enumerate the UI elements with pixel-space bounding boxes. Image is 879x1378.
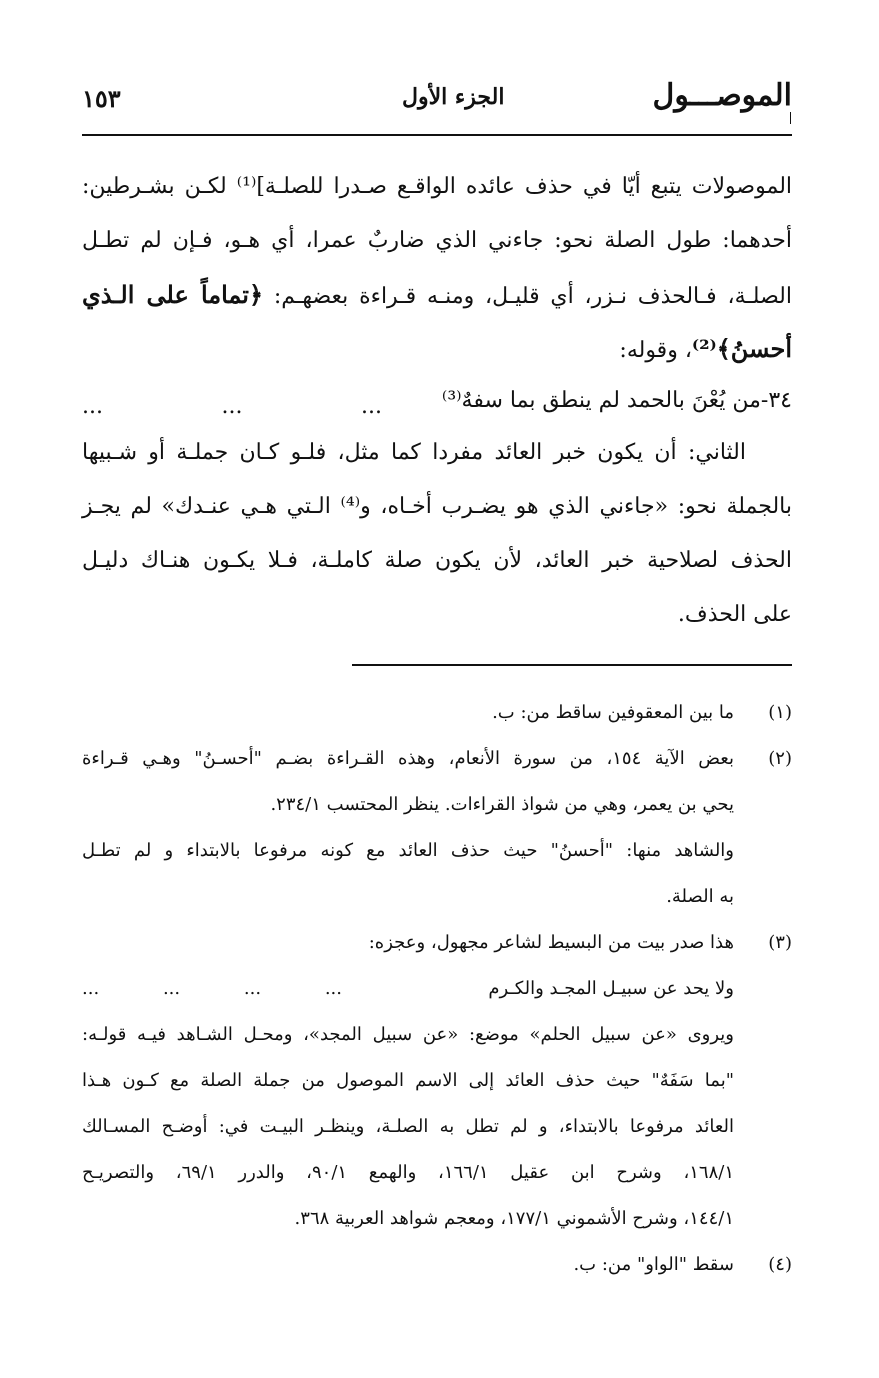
quran-quote-end: أحسنُ﴾⁽²⁾	[691, 334, 792, 363]
ellipsis: ...	[324, 978, 342, 999]
verse-second-hemistich: ولا يحد عن سبيـل المجـد والكـرم	[488, 978, 734, 999]
ellipsis: ...	[82, 394, 103, 419]
main-line: أحدهما: طول الصلة نحو: جاءني الذي ضاربٌ عمرا، أي هـو، فـإن لم تطـل	[82, 228, 792, 253]
main-line-text: ، وقوله:	[619, 338, 692, 363]
footnote-line: ويروى «عن سبيل الحلم» موضع: «عن سبيل المجد»، ومحـل الشـاهد فيـه قولـه:	[82, 1024, 734, 1045]
main-line: الموصولات يتبع أيّا في حذف عائده الواقـع صـدرا للصلـة]⁽¹⁾ لكـن بشـرطين:	[82, 174, 793, 199]
footnote-verse	[82, 966, 792, 1012]
verse-number: ٣٤-	[760, 388, 792, 413]
footnote-text: ما بين المعقوفين ساقط من: ب.	[492, 702, 734, 723]
footnote-line: يحي بن يعمر، وهي من شواذ القراءات. ينظر المحتسب ٢٣٤/١.	[270, 794, 734, 815]
running-title: الموصـــول	[652, 78, 792, 113]
footnote-text: بعض الآية ١٥٤، من سورة الأنعام، وهذه القـراءة بضـم "أحسـنُ" وهـي قـراءة	[82, 748, 734, 769]
main-line: الثاني: أن يكون خبر العائد مفردا كما مثل، فلـو كـان جملـة أو شـبيها	[82, 440, 746, 465]
quran-quote: ﴿تماماً على الـذي	[82, 280, 264, 309]
ellipsis: ...	[162, 978, 181, 999]
main-line	[82, 322, 792, 376]
header-tick	[790, 112, 791, 124]
main-line: الحذف لصلاحية خبر العائد، لأن يكون صلة كاملـة، فـلا يكـون هنـاك دليـل	[82, 548, 792, 573]
page-header	[82, 78, 792, 128]
main-line: بالجملة نحو: «جاءني الذي هو يضـرب أخـاه، و⁽⁴⁾ الـتي هـي عنـدك» لم يجـز	[82, 494, 792, 519]
header-rule	[82, 134, 792, 136]
main-text	[82, 160, 792, 642]
main-line	[82, 268, 792, 322]
footnote-text: سقط "الواو" من: ب.	[573, 1254, 734, 1275]
footnote-number: (٢)	[768, 748, 792, 769]
ellipsis: ...	[243, 978, 262, 999]
footnote-line: ١٦٨/١، وشرح ابن عقيل ١٦٦/١، والهمع ٩٠/١، والدرر ٦٩/١، والتصريـح	[82, 1162, 735, 1183]
footnote-number: (٤)	[768, 1254, 792, 1275]
footnote-number: (١)	[768, 702, 792, 723]
ellipsis: ...	[221, 394, 243, 419]
footnote-4	[82, 1242, 792, 1288]
footnote-line: به الصلة.	[666, 886, 734, 907]
footnote-rule	[352, 664, 792, 666]
footnote-line: ١٤٤/١، وشرح الأشموني ١٧٧/١، ومعجم شواهد العربية ٣٦٨.	[294, 1208, 734, 1229]
footnotes	[82, 690, 792, 1288]
ellipsis: ...	[82, 978, 100, 999]
page-number: ١٥٣	[82, 84, 121, 113]
footnote-3	[82, 920, 792, 966]
verse-line	[82, 376, 792, 426]
footnote-text: هذا صدر بيت من البسيط لشاعر مجهول، وعجزه:	[368, 932, 734, 953]
main-line: على الحذف.	[677, 602, 792, 627]
volume-label: الجزء الأول	[402, 84, 505, 110]
main-line-text: الصلـة، فـالحذف نـزر، أي قليـل، ومنـه قـراءة بعضهـم:	[273, 284, 792, 309]
footnote-line: العائد مرفوعا بالابتداء، و لم تطل به الصلـة، وينظـر البيـت في: أوضـح المسـالك	[82, 1116, 734, 1137]
footnote-line: والشاهد منها: "أحسنُ" حيث حذف العائد مع كونه مرفوعا بالابتداء و لم تطـل	[82, 840, 734, 861]
verse-first-hemistich	[442, 376, 792, 426]
footnote-2	[82, 736, 792, 782]
verse-ellipsis	[82, 966, 342, 1012]
footnote-line: "بما سَفَهٌ" حيث حذف العائد إلى الاسم الموصول من جملة الصلة مع كـون هـذا	[82, 1070, 734, 1091]
footnote-number: (٣)	[768, 932, 792, 953]
verse-text: من يُعْنَ بالحمد لم ينطق بما سفهٌ⁽³⁾	[441, 388, 761, 413]
ellipsis: ...	[361, 394, 382, 419]
footnote-1	[82, 690, 792, 736]
verse-ellipsis	[82, 382, 382, 432]
